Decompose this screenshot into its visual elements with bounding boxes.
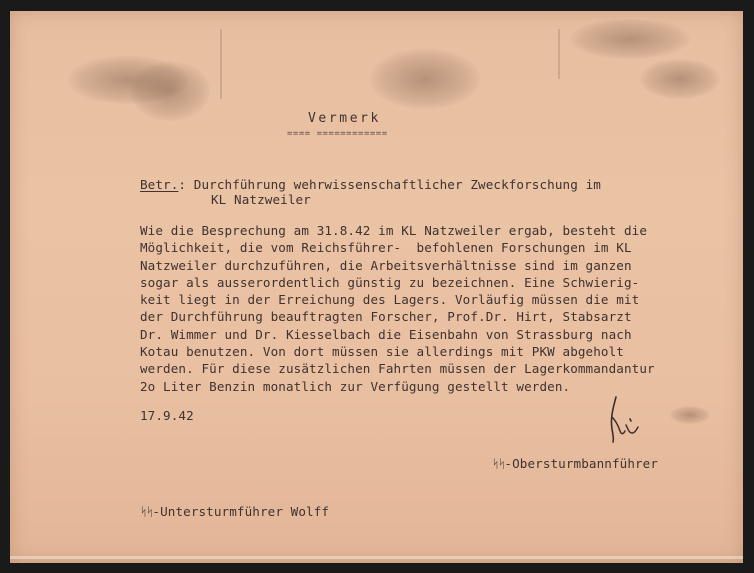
- ss-rune-symbol: ᛋᛋ: [140, 505, 153, 519]
- handwritten-signature: [602, 395, 640, 443]
- signatory-rank-left: [140, 503, 329, 521]
- stain: [670, 406, 710, 424]
- body-line: werden. Für diese zusätzlichen Fahrten müssen der Lagerkommandantur: [140, 361, 655, 377]
- body-paragraph: [140, 222, 655, 395]
- subject-line: [140, 176, 601, 193]
- body-line: 2o Liter Benzin monatlich zur Verfügung gestellt werden.: [140, 378, 571, 394]
- subject-label: Betr.: [140, 177, 179, 192]
- signatory-rank-right: [492, 455, 658, 473]
- body-line: der Durchführung beauftragten Forscher, Prof.Dr. Hirt, Stabsarzt: [140, 309, 632, 325]
- paper-crease: [220, 29, 222, 99]
- signatory-name-text: -Untersturmführer Wolff: [152, 504, 330, 519]
- document-page: [10, 11, 743, 563]
- body-line: Kotau benutzen. Von dort müssen sie allerdings mit PKW abgeholt: [140, 344, 624, 360]
- stain: [370, 49, 480, 109]
- stain: [130, 61, 210, 121]
- subject-text: : Durchführung wehrwissenschaftlicher Zweckforschung im: [178, 177, 601, 192]
- ss-rune-symbol: ᛋᛋ: [492, 457, 505, 471]
- body-line: Wie die Besprechung am 31.8.42 im KL Natzweiler ergab, besteht die: [140, 223, 648, 238]
- body-line: sogar als ausserordentlich günstig zu bezeichnen. Eine Schwierig-: [140, 274, 640, 290]
- document-date: 17.9.42: [140, 408, 194, 423]
- stain: [640, 59, 720, 99]
- body-line: Möglichkeit, die vom Reichsführer- befohlenen Forschungen im KL: [140, 240, 632, 256]
- stain: [570, 19, 690, 59]
- signatory-rank-text: -Obersturmbannführer: [504, 456, 659, 471]
- document-title: Vermerk: [308, 111, 381, 126]
- body-line: Natzweiler durchzuführen, die Arbeitsverhältnisse sind im ganzen: [140, 257, 632, 273]
- body-line: Dr. Wimmer und Dr. Kiesselbach die Eisenbahn von Strassburg nach: [140, 326, 632, 342]
- subject-text-continued: KL Natzweiler: [211, 192, 311, 207]
- paper-crease: [10, 556, 743, 559]
- title-underline: ==== ============: [287, 130, 388, 138]
- paper-crease: [558, 29, 560, 79]
- body-line: keit liegt in der Erreichung des Lagers. Vorläufig müssen die mit: [140, 292, 640, 308]
